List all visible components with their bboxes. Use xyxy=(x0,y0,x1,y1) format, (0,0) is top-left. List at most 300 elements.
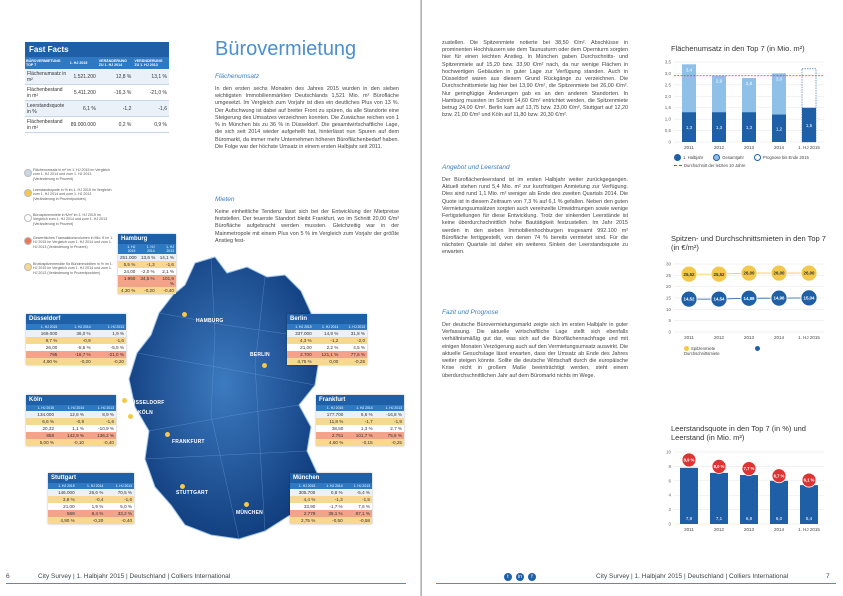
city-header-cell: 1. HJ 2014 xyxy=(59,324,92,330)
table-cell: 2,7 % xyxy=(375,425,404,432)
legend-text: Gesamtjahr xyxy=(722,154,744,160)
table-cell: 136,2 % xyxy=(86,432,116,439)
table-row xyxy=(26,351,126,358)
table-cell: 38,50 xyxy=(316,425,345,432)
city-header-cell: 1. HJ 2014 xyxy=(345,405,374,411)
table-cell: -1,2 xyxy=(314,337,341,344)
city-header-cell: 1. HJ 2013 xyxy=(86,405,116,411)
city-header-cell: 1. HJ 2015 xyxy=(316,405,345,411)
body-text-3: zustellen. Die Spitzenmiete notierte bei 38,50 €/m². Abschlüsse in prominenten Hochhäusern wie dem Taunusturm oder dem Opernturm sorgten hier für einen leichten Anstieg. In München gaben Durchschnitts- und Spitzenmiete auf 15,20 bzw. 33,90 €/m² nach, da nur wenige Flächen in hochwertigen Gebäuden in guter Lage zur Verfügung standen. Auch in Düsseldorf waren aus diesem Grund Rückgänge zu verzeichnen. Die Durchschnittsmiete lag hier bei 13,90 €/m², die Spitzenmiete bei 26,00 €/m². Nur geringfügige Änderungen gab es an den anderen Standorten. In Hamburg mussten im Schnitt 14,60 €/m² entrichtet werden, die Spitzenmiete betrug 24,00 €/m². Berlin kam auf 13,75 bzw. 23,00 €/m², Stuttgart auf 12,20 bzw. 21,00 €/m² und Köln auf 11,80 bzw. 20,30 €/m². xyxy=(442,40,628,119)
table-cell: -1,3 xyxy=(137,261,156,268)
map-dot-stuttgart xyxy=(180,484,185,489)
table-row xyxy=(290,510,372,517)
table-row xyxy=(118,261,176,268)
chart-leerstand xyxy=(660,444,832,536)
table-cell: 101,7 % xyxy=(345,432,374,439)
table-row xyxy=(290,496,372,503)
table-cell: 0,00 xyxy=(314,358,341,365)
table-cell: 4,4 % xyxy=(290,496,317,503)
legend-item xyxy=(754,155,809,160)
table-cell: 2.779 xyxy=(290,510,317,517)
table-cell: 4,90 % xyxy=(26,358,59,365)
data-label: 25,52 xyxy=(683,271,695,277)
page-title: Bürovermietung xyxy=(215,38,357,60)
x-tick-label: 2013 xyxy=(743,527,755,532)
body-text-4: Der Büroflächenleerstand ist im ersten Halbjahr weiter zurückgegangen. Aktuell stehen rund 5,4 Mio. m² zur kurzfristigen Anmietung zur Verfügung. Dies sind rund 1,1 Mio. m² weniger als Ende des zweiten Quartals 2014. Die Quote ist in diesem Zeitraum von 7,3 % auf 6,1 % gefallen. Neben den guten Vermietungsumsätzen sorgten auch vereinzelte Umwidmungen sowie wenige Fertigstellungen für diese Entwicklung. Trotz der sinkenden Leerstände ist keine überdurchschnittlich hohe Bautätigkeit festzustellen. Im Jahr 2015 werden in den sieben Immobilienhochburgen insgesamt 992.100 m² Bürofläche fertiggestellt, von denen 74 % bereits vermietet sind. Für die nächsten Quartale ist daher ein weiteres Sinken der Leerstandsquote zu erwarten. xyxy=(442,177,628,256)
heading-fazit: Fazit und Prognose xyxy=(442,309,499,316)
facebook-icon[interactable]: f xyxy=(528,573,536,581)
table-cell: 1,3 % xyxy=(345,425,374,432)
table-cell: 121,1 % xyxy=(314,351,341,358)
table-cell: -0,25 xyxy=(375,439,404,446)
legend-item xyxy=(24,213,114,226)
legend-item xyxy=(674,163,834,168)
city-name: Berlin xyxy=(287,314,367,324)
table-cell: 5,5 % xyxy=(118,261,137,268)
y-tick-label: 3,0 xyxy=(664,70,671,76)
table-row xyxy=(118,275,176,287)
table-row xyxy=(26,439,116,446)
table-row xyxy=(26,358,126,365)
table-row xyxy=(25,101,169,117)
y-tick-label: 10 xyxy=(665,306,671,312)
table-row xyxy=(287,351,367,358)
table-cell: -21,0 % xyxy=(93,351,126,358)
footer-rule xyxy=(436,583,836,584)
table-cell: 4,75 % xyxy=(287,358,314,365)
legend-text: Leerstandsquote in % im 1. HJ 2015 im Vergleich zum 1. HJ 2014 und zum 1. HJ 2013 (Veränderung in Prozentpunkten) xyxy=(33,188,112,201)
table-cell: 337.000 xyxy=(287,330,314,337)
table-cell: 1,1 % xyxy=(56,425,86,432)
twitter-icon[interactable]: t xyxy=(504,573,512,581)
fast-facts-table xyxy=(25,42,169,133)
legend-item xyxy=(674,155,703,160)
table-cell: 4,5 % xyxy=(340,344,367,351)
data-label: 8,9 % xyxy=(683,457,695,463)
table-row xyxy=(316,411,404,418)
city-header-cell: 1. HJ 2014 xyxy=(317,483,344,489)
legend-text: Bruttospitzenrendite für Büroimmobilien in % im 1. HJ 2015 im Vergleich zum 1. HJ 2014 und zum 1. HJ 2013 (Veränderung in Prozentpunkten) xyxy=(33,262,113,275)
map-label-hamburg: HAMBURG xyxy=(196,318,224,324)
table-cell: -0,58 xyxy=(345,517,372,524)
legend-swatch xyxy=(24,169,32,177)
x-tick-label: 2013 xyxy=(743,335,755,340)
table-cell: -0,9 xyxy=(59,337,92,344)
table-row xyxy=(26,411,116,418)
x-tick-label: 2014 xyxy=(773,145,785,150)
x-tick-label: 2011 xyxy=(684,527,694,532)
city-header-cell: 1. HJ 2015 xyxy=(48,483,77,489)
data-label: 1,3 xyxy=(715,125,723,131)
table-cell: -0,20 xyxy=(59,358,92,365)
table-cell: 13,6 % xyxy=(139,254,158,261)
legend-text: 1. Halbjahr xyxy=(683,154,704,160)
table-cell: -1,6 xyxy=(105,496,134,503)
map-label-duesseldorf: DÜSSELDORF xyxy=(128,400,165,406)
table-cell: -0,9 xyxy=(56,418,86,425)
data-label: 15,04 xyxy=(803,295,815,301)
map-dot-duesseldorf xyxy=(122,398,127,403)
y-tick-label: 2,5 xyxy=(664,82,671,88)
table-cell: 795 xyxy=(26,351,59,358)
table-cell: 251.000 xyxy=(120,255,137,260)
table-row xyxy=(48,496,134,503)
map-dot-koeln xyxy=(128,414,133,419)
table-cell: 3,8 % xyxy=(48,496,77,503)
y-tick-label: 2,0 xyxy=(664,93,671,99)
table-cell: 2.751 xyxy=(316,432,345,439)
legend-swatch xyxy=(754,154,761,161)
heading-angebot: Angebot und Leerstand xyxy=(442,164,510,171)
chart3-title: Leerstandsquote in den Top 7 (in %) und Leerstand (in Mio. m²) xyxy=(671,424,806,442)
data-label: 7,1 xyxy=(715,516,723,521)
chart2-title: Spitzen- und Durchschnittsmieten in den Top 7 (in €/m²) xyxy=(671,234,826,252)
table-cell: 11,8 % xyxy=(316,418,345,425)
data-label: 3,4 xyxy=(685,67,693,73)
legend-swatch xyxy=(674,154,681,161)
table-row xyxy=(118,268,176,275)
table-cell: 5,0 % xyxy=(105,503,134,510)
footer-rule xyxy=(6,583,406,584)
table-cell: -18,7 % xyxy=(59,351,92,358)
table-row xyxy=(118,254,176,261)
table-row xyxy=(25,117,169,133)
legend-item xyxy=(24,262,114,275)
table-cell: 2,2 % xyxy=(314,344,341,351)
y-tick-label: 5 xyxy=(668,318,671,324)
table-cell: 0,9 % xyxy=(133,117,169,133)
table-row xyxy=(287,344,367,351)
map-label-berlin: BERLIN xyxy=(250,352,270,358)
table-cell: 5.411.200 xyxy=(69,85,98,101)
x-tick-label: 2012 xyxy=(713,335,725,340)
table-row xyxy=(287,330,367,337)
table-cell: -0,20 xyxy=(93,358,126,365)
city-header-cell: 1. HJ 2015 xyxy=(290,483,317,489)
table-row xyxy=(25,85,169,101)
table-cell: 569 xyxy=(48,510,77,517)
table-cell: Leerstandsquote in % xyxy=(25,101,69,117)
y-tick-label: 1,0 xyxy=(664,116,671,122)
map-label-stuttgart: STUTTGART xyxy=(176,490,209,496)
table-cell: 4,3 % xyxy=(287,337,314,344)
legend-swatch xyxy=(674,165,682,166)
city-name: München xyxy=(290,473,372,483)
table-cell: 6,6 % xyxy=(26,418,56,425)
table-cell: 858 xyxy=(26,432,56,439)
data-label: 26,00 xyxy=(743,270,755,276)
table-cell: 2,75 % xyxy=(290,517,317,524)
city-table-berlin xyxy=(287,314,367,365)
data-label: 26,00 xyxy=(773,270,785,276)
table-cell: 101,9 % xyxy=(157,275,176,287)
table-cell: 177.700 xyxy=(316,411,345,418)
table-cell: 1,9 % xyxy=(93,330,126,337)
table-cell: -1,7 xyxy=(345,418,374,425)
data-label: 7,8 xyxy=(685,516,693,521)
city-header-cell: 1. HJ 2013 xyxy=(375,405,404,411)
table-row xyxy=(26,337,126,344)
table-cell: 24,00 xyxy=(118,268,137,275)
table-cell: -0,4 xyxy=(77,496,106,503)
table-row xyxy=(26,432,116,439)
table-cell: -16,8 % xyxy=(375,411,404,418)
y-tick-label: 3,5 xyxy=(664,59,671,65)
table-cell: 89.000.000 xyxy=(69,117,98,133)
fast-facts-header: VERÄNDERUNG ZU 1. HJ 2014 xyxy=(98,57,134,69)
table-cell: -1,7 % xyxy=(317,503,344,510)
table-cell: 8,4 % xyxy=(77,510,106,517)
city-header-cell: 1. HJ 2013 xyxy=(105,483,134,489)
table-cell: -1,6 xyxy=(133,101,169,117)
legend-text: Bürospitzenmiete in €/m² im 1. HJ 2015 im Vergleich zum 1. HJ 2014 und zum 1. HJ 2013 (Veränderung in Prozent) xyxy=(33,213,108,226)
y-tick-label: 0 xyxy=(668,329,671,335)
data-label: 1,5 xyxy=(805,122,813,128)
city-table-frankfurt xyxy=(316,395,404,446)
table-cell: -2,0 xyxy=(340,337,367,344)
data-label: 6,1 % xyxy=(803,477,815,483)
city-header-cell: 1. HJ 2013 xyxy=(345,483,372,489)
chart-mieten xyxy=(660,258,832,342)
table-cell: 0,8 % xyxy=(317,489,344,496)
city-header-cell: 1. HJ 2013 xyxy=(340,324,367,330)
legend-swatch xyxy=(24,214,32,222)
table-row xyxy=(290,503,372,510)
table-cell: -1,5 xyxy=(345,496,372,503)
data-label: 14,96 xyxy=(773,295,785,301)
table-cell: 1.521.200 xyxy=(69,69,98,85)
x-tick-label: 1. HJ 2015 xyxy=(798,335,820,340)
table-cell: 5,00 % xyxy=(26,439,56,446)
legend-swatch xyxy=(24,263,32,271)
x-tick-label: 2011 xyxy=(684,335,694,340)
footer-text: City Survey | 1. Halbjahr 2015 | Deutschland | Colliers International xyxy=(38,573,231,580)
map-dot-hamburg xyxy=(182,312,187,317)
x-tick-label: 2014 xyxy=(773,527,785,532)
table-row xyxy=(48,517,134,524)
map-label-koeln: KÖLN xyxy=(138,410,153,416)
fast-facts-title: Fast Facts xyxy=(25,42,169,57)
table-cell: -0,40 xyxy=(86,439,116,446)
table-cell: 4,90 % xyxy=(48,517,77,524)
map-label-frankfurt: FRANKFURT xyxy=(172,439,205,445)
table-cell: 169.000 xyxy=(26,330,59,337)
y-tick-label: 1,5 xyxy=(664,105,671,111)
legend-item xyxy=(24,188,114,201)
table-cell: 87,1 % xyxy=(345,510,372,517)
data-label: 6,8 xyxy=(745,516,753,521)
chart2-legend xyxy=(684,346,834,356)
legend-text: Flächenumsatz in m² im 1. HJ 2015 im Vergleich zum 1. HJ 2014 und zum 1. HJ 2013 (Veränderung in Prozent) xyxy=(33,168,111,181)
table-cell: 146.000 xyxy=(48,489,77,496)
table-cell: 70,5 % xyxy=(105,489,134,496)
legend-text: Spitzenmiete xyxy=(691,346,716,351)
x-tick-label: 1. HJ 2015 xyxy=(798,145,820,150)
fast-facts-header: BÜROVERMIETUNG TOP 7 xyxy=(25,57,69,69)
body-text-1: In den ersten sechs Monaten des Jahres 2015 wurden in den sieben wichtigsten Immobilienmärkten Deutschlands 1,521 Mio. m² Bürofläche umgesetzt. Im Vergleich zum Vorjahr ist dies ein deutliches Plus von 13 %. Der Aufschwung ist dabei auf breiter Front zu spüren, da alle Standorte eine Steigerung des Umsatzes verzeichnen konnten. Die Zuwächse reichen von 1 % in München bis zu 36 % in Düsseldorf. Die gesamtwirtschaftliche Lage, die sich seit 2014 wieder aufgehellt hat, hinterlässt nun Spuren auf dem Büromarkt, da immer mehr Unternehmen höheren Büroflächenbedarf haben. Die Folge war der höchste Umsatz in einem ersten Halbjahr seit 2011. xyxy=(215,86,399,150)
y-tick-label: 15 xyxy=(665,295,671,301)
y-tick-label: 8 xyxy=(668,463,671,469)
table-cell: -0,20 xyxy=(77,517,106,524)
city-header-cell: 1. HJ 2014 xyxy=(77,483,106,489)
y-tick-label: 0 xyxy=(668,139,671,145)
table-cell: 134.000 xyxy=(26,411,56,418)
table-row xyxy=(26,425,116,432)
city-header-cell: 1. HJ 2013 xyxy=(157,244,176,254)
footer-page-number: 7 xyxy=(826,573,830,580)
city-table-hamburg xyxy=(118,234,176,294)
chart-flaechenumsatz xyxy=(660,56,832,152)
city-table-köln xyxy=(26,395,116,446)
table-row xyxy=(287,337,367,344)
table-cell: -0,15 xyxy=(345,439,374,446)
table-cell: -1,3 xyxy=(317,496,344,503)
table-cell: -21,0 % xyxy=(133,85,169,101)
data-label: 2,9 xyxy=(715,78,723,84)
legend-item xyxy=(24,236,114,249)
table-cell: 2,1 % xyxy=(157,268,176,275)
table-cell: 12,6 % xyxy=(56,411,86,418)
table-row xyxy=(48,489,134,496)
table-cell: 4,60 % xyxy=(316,439,345,446)
table-cell: 9,7 % xyxy=(26,337,59,344)
body-text-2: Keine einheitliche Tendenz lässt sich bei der Entwicklung der Mietpreise feststellen. Der teuerste Standort bleibt Frankfurt, wo im Schnitt 20,00 €/m² Bürofläche aufgebracht werden mussten. Gleichzeitig war in der Mainmetropole mit einem Plus von 5 % im Vergleich zum Vorjahr der größte Anstieg fest- xyxy=(215,209,399,244)
table-cell: -5,5 % xyxy=(59,344,92,351)
fast-facts-header: 1. HJ 2015 xyxy=(69,57,98,69)
table-cell: 6,1 % xyxy=(69,101,98,117)
body-text-5: Der deutsche Bürovermietungsmarkt zeigte sich im ersten Halbjahr in guter Verfassung. Die aktuelle wirtschaftliche Lage stellt sich ebenfalls verhältnismäßig gut dar, was sich auf die Büroflächennachfrage und mit einigen Monaten Verzögerung auch auf den Vermietungsumsatz auswirkt. Die aktuelle Gesuchslage lässt erwarten, dass der Umsatz ab Ende des Jahres weiter steigen könnte. Sollte die deutsche Wirtschaft durch die europäische Krise nicht in großem Maße beeinträchtigt werden, steht einem überdurchschnittlichen Jahr auf dem Büromarkt nichts im Wege. xyxy=(442,322,628,379)
x-tick-label: 2013 xyxy=(743,145,755,150)
table-cell: -0,40 xyxy=(105,517,134,524)
y-tick-label: 0 xyxy=(668,521,671,527)
legend-item xyxy=(24,168,114,181)
city-header-cell: 1. HJ 2015 xyxy=(26,324,59,330)
table-cell: 13,1 % xyxy=(133,69,169,85)
table-cell: Flächenumsatz in m² xyxy=(25,69,69,85)
city-name: Köln xyxy=(26,395,116,405)
city-header-cell: 1. HJ 2015 xyxy=(118,244,137,254)
legend-swatch xyxy=(713,154,720,161)
table-cell: Flächenbestand in m² xyxy=(25,85,69,101)
heading-mieten: Mieten xyxy=(215,196,235,203)
y-tick-label: 20 xyxy=(665,284,671,290)
table-cell: Flächenbestand in m² xyxy=(25,117,69,133)
table-row xyxy=(48,503,134,510)
table-row xyxy=(290,517,372,524)
data-label: 2,8 xyxy=(745,81,753,86)
y-tick-label: 10 xyxy=(665,449,671,455)
table-cell: 21,00 xyxy=(48,503,77,510)
table-cell: 14,1 % xyxy=(157,254,176,261)
table-cell: 34,5 % xyxy=(137,275,156,287)
data-label: 8,0 % xyxy=(713,464,725,469)
legend-text: Durchschnitt der letzten 10 Jahre xyxy=(684,163,746,168)
data-label: 6,0 xyxy=(775,516,783,521)
legend-swatch xyxy=(24,237,32,245)
table-cell: 20,32 xyxy=(26,425,56,432)
data-label: 14,88 xyxy=(743,295,755,301)
city-name: Hamburg xyxy=(118,234,176,244)
table-row xyxy=(26,418,116,425)
table-cell: -16,3 % xyxy=(98,85,134,101)
footer-text: City Survey | 1. Halbjahr 2015 | Deutschland | Colliers International xyxy=(596,573,789,580)
table-cell: 33,90 xyxy=(290,503,317,510)
table-cell: -10,9 % xyxy=(86,425,116,432)
y-tick-label: 0,5 xyxy=(664,128,671,134)
legend-swatch xyxy=(755,346,760,351)
map-label-muenchen: MÜNCHEN xyxy=(236,510,263,516)
table-cell: 36,0 % xyxy=(59,330,92,337)
x-tick-label: 2012 xyxy=(713,527,725,532)
data-label: 14,54 xyxy=(713,296,725,302)
city-header-cell: 1. HJ 2014 xyxy=(314,324,341,330)
legend-item xyxy=(684,346,715,351)
table-cell: 75,6 % xyxy=(375,432,404,439)
data-label: 6,7 % xyxy=(773,473,785,479)
city-name: Frankfurt xyxy=(316,395,404,405)
city-table-münchen xyxy=(290,473,372,524)
table-row xyxy=(316,425,404,432)
table-row xyxy=(48,510,134,517)
legend-item xyxy=(713,155,744,160)
right-page xyxy=(422,0,843,596)
legend-text: Gewerbliches Transaktionsvolumen in Mio. € im 1. HJ 2015 im Vergleich zum 1. HJ 2014 und zum 1. HJ 2013 (Veränderung in Prozent) xyxy=(33,236,114,249)
city-table-stuttgart xyxy=(48,473,134,524)
table-row xyxy=(316,418,404,425)
table-cell: -0,40 xyxy=(157,287,176,294)
chart1-legend xyxy=(674,154,834,168)
table-cell: -1,9 xyxy=(375,418,404,425)
table-row xyxy=(316,439,404,446)
table-cell: 35,1 % xyxy=(317,510,344,517)
data-label: 5,4 xyxy=(805,516,813,521)
map-dot-berlin xyxy=(262,363,267,368)
city-header-cell: 1. HJ 2015 xyxy=(287,324,314,330)
table-cell: 0,2 % xyxy=(98,117,134,133)
city-name: Stuttgart xyxy=(48,473,134,483)
table-row xyxy=(287,358,367,365)
city-table-düsseldorf xyxy=(26,314,126,365)
legend-swatch xyxy=(24,189,32,197)
data-label: 7,7 % xyxy=(743,466,755,472)
table-cell: -1,2 xyxy=(98,101,134,117)
x-tick-label: 2012 xyxy=(713,145,725,150)
city-table-header xyxy=(118,244,176,254)
table-cell: -1,6 xyxy=(157,261,176,268)
y-tick-label: 6 xyxy=(668,478,671,484)
table-cell: 26,6 % xyxy=(77,489,106,496)
data-label: 1,3 xyxy=(685,125,693,131)
table-cell: 21,00 xyxy=(287,344,314,351)
linkedin-icon[interactable]: in xyxy=(516,573,524,581)
table-cell: 33,2 % xyxy=(105,510,134,517)
map-dot-muenchen xyxy=(244,502,249,507)
table-row xyxy=(118,287,176,294)
y-tick-label: 2 xyxy=(668,507,671,513)
data-label: 14,52 xyxy=(683,296,695,302)
city-header-cell: 1. HJ 2014 xyxy=(56,405,86,411)
y-tick-label: 25 xyxy=(665,272,671,278)
data-label: 1,2 xyxy=(775,126,783,132)
table-cell: -0,50 xyxy=(317,517,344,524)
x-tick-label: 2011 xyxy=(684,145,694,150)
table-cell: -2,0 % xyxy=(137,268,156,275)
data-label: 3,0 xyxy=(775,76,783,82)
table-row xyxy=(316,432,404,439)
table-cell: -5,5 % xyxy=(93,344,126,351)
table-cell: -1,6 xyxy=(86,418,116,425)
table-cell: 14,9 % xyxy=(314,330,341,337)
